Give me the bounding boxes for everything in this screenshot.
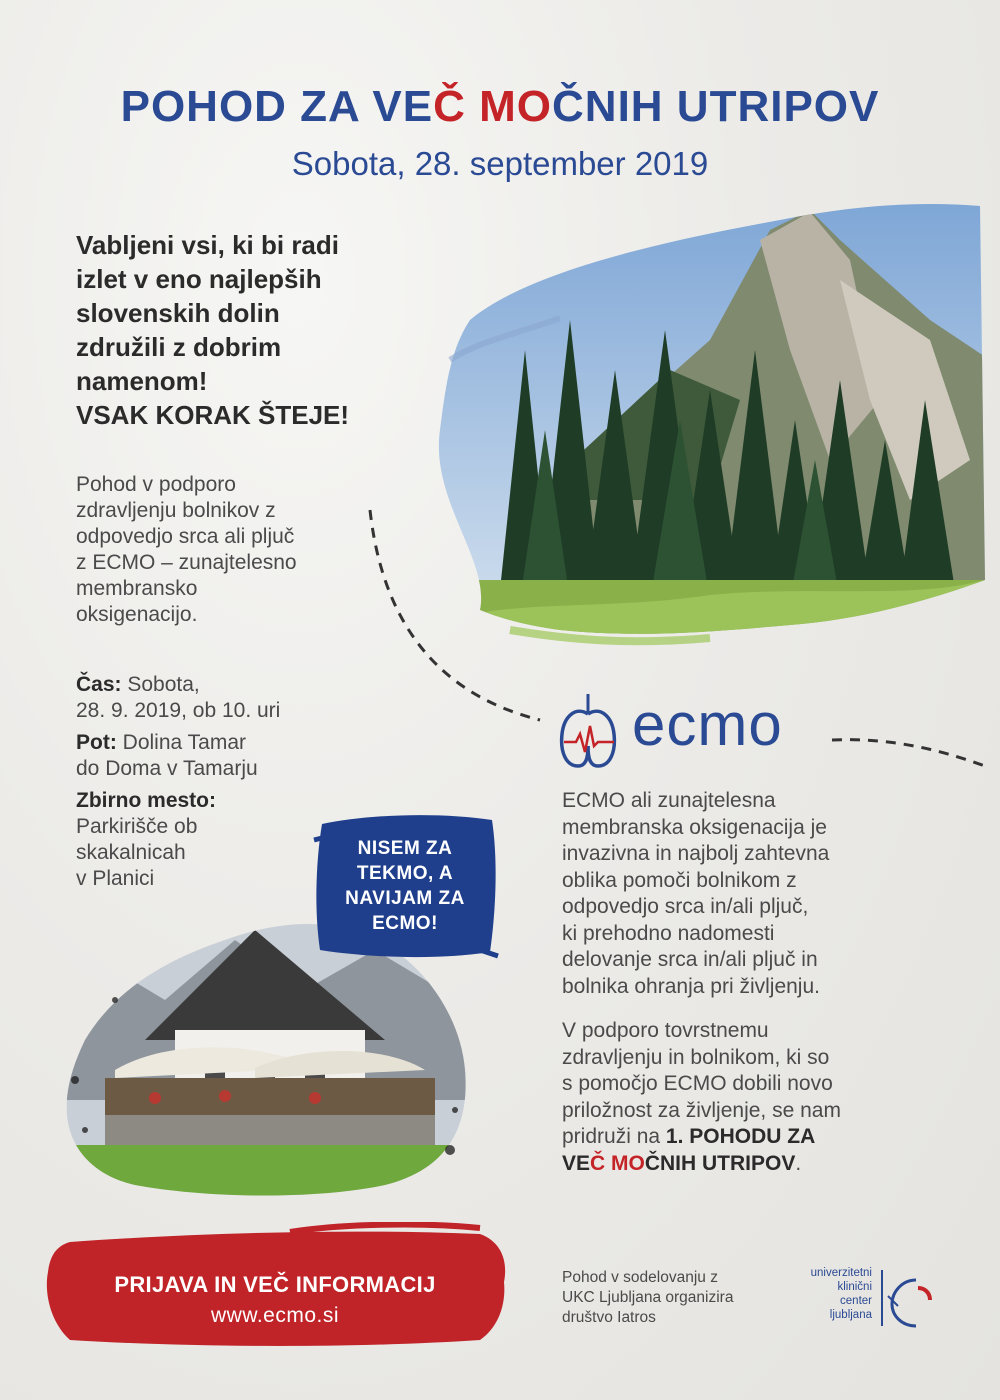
info-route: [76, 730, 376, 782]
desc-line: oblika pomoči bolnikom z: [562, 868, 797, 892]
join-bold-1: 1. POHODU ZA: [665, 1125, 816, 1148]
desc-line: membranska oksigenacija je: [562, 815, 827, 839]
time-value: Sobota,: [121, 673, 200, 696]
support-line: membransko: [76, 577, 198, 600]
join-line: s pomočjo ECMO dobili novo: [562, 1072, 833, 1095]
route-label: Pot:: [76, 731, 117, 754]
time-label: Čas:: [76, 673, 122, 696]
badge-text: [310, 836, 500, 936]
intro-line: slovenskih dolin: [76, 298, 280, 328]
motto: VSAK KORAK ŠTEJE!: [76, 400, 350, 430]
intro-line: namenom!: [76, 366, 208, 396]
route-value-line-2: do Doma v Tamarju: [76, 757, 258, 780]
route-value: Dolina Tamar: [116, 731, 246, 754]
page-title: [0, 82, 1000, 132]
ecmo-join-text: [562, 1018, 892, 1177]
support-line: zdravljenju bolnikov z: [76, 499, 276, 522]
support-line: oksigenacijo.: [76, 603, 198, 626]
ukc-line: univerzitetni: [810, 1267, 872, 1279]
footer-line: UKC Ljubljana organizira: [562, 1289, 734, 1306]
support-line: odpovedjo srca ali pljuč: [76, 525, 295, 548]
meet-line: v Planici: [76, 867, 155, 890]
ukc-line: klinični: [837, 1281, 872, 1293]
meet-line: skakalnicah: [76, 841, 186, 864]
ecmo-logo-text: ecmo: [632, 691, 783, 758]
info-time: [76, 672, 376, 724]
event-date: Sobota, 28. september 2019: [291, 145, 709, 182]
join-line: zdravljenju in bolnikom, ki so: [562, 1045, 830, 1069]
intro-line: Vabljeni vsi, ki bi radi: [76, 230, 339, 260]
desc-line: odpovedjo srca in/ali pljuč,: [562, 895, 809, 918]
badge-line: TEKMO, A: [356, 863, 454, 884]
support-line: Pohod v podporo: [76, 473, 236, 496]
support-line: z ECMO – zunajtelesno: [76, 551, 297, 574]
support-text: [76, 472, 376, 628]
join-line: priložnost za življenje, se nam: [562, 1098, 841, 1122]
footer-text: [562, 1268, 782, 1328]
meet-line: Parkirišče ob: [76, 815, 198, 838]
cta-title: PRIJAVA IN VEČ INFORMACIJ: [114, 1272, 436, 1297]
meet-label: Zbirno mesto:: [76, 789, 216, 812]
mountain-forest-image: [410, 200, 990, 660]
badge-line: NAVIJAM ZA: [345, 888, 465, 909]
join-prefix: pridruži na: [562, 1125, 666, 1148]
ukc-logo-text: [790, 1266, 872, 1322]
footer-line: Pohod v sodelovanju z: [562, 1269, 718, 1286]
intro-line: izlet v eno najlepših: [76, 264, 322, 294]
desc-line: ki prehodno nadomesti: [562, 921, 775, 945]
ukc-line: center: [840, 1295, 872, 1307]
ukc-line: ljubljana: [829, 1309, 872, 1321]
badge-line: ECMO!: [372, 913, 438, 934]
footer-line: društvo Iatros: [562, 1309, 656, 1326]
intro-text: [76, 228, 416, 398]
title-part-3: ČNIH UTRIPOV: [552, 82, 880, 131]
join-line: V podporo tovrstnemu: [562, 1019, 769, 1042]
ecmo-description: [562, 788, 892, 1000]
intro-line: združili z dobrim: [76, 332, 282, 362]
desc-line: bolnika ohranja pri življenju.: [562, 974, 820, 998]
join-bold-2a: VE: [562, 1151, 591, 1175]
time-value-line-2: 28. 9. 2019, ob 10. uri: [76, 699, 281, 722]
title-part-2: Č MO: [433, 82, 553, 131]
desc-line: delovanje srca in/ali pljuč in: [562, 948, 818, 971]
badge-line: NISEM ZA: [357, 838, 453, 859]
cta-url-link[interactable]: www.ecmo.si: [210, 1304, 340, 1327]
desc-line: ECMO ali zunajtelesna: [562, 789, 776, 812]
ukc-logo-icon: [874, 1266, 934, 1330]
title-part-1: POHOD ZA VE: [120, 82, 434, 131]
join-end: .: [795, 1151, 802, 1175]
desc-line: invazivna in najbolj zahtevna: [562, 842, 830, 865]
join-bold-2b: Č MO: [590, 1151, 645, 1175]
join-bold-2c: ČNIH UTRIPOV: [644, 1151, 796, 1175]
